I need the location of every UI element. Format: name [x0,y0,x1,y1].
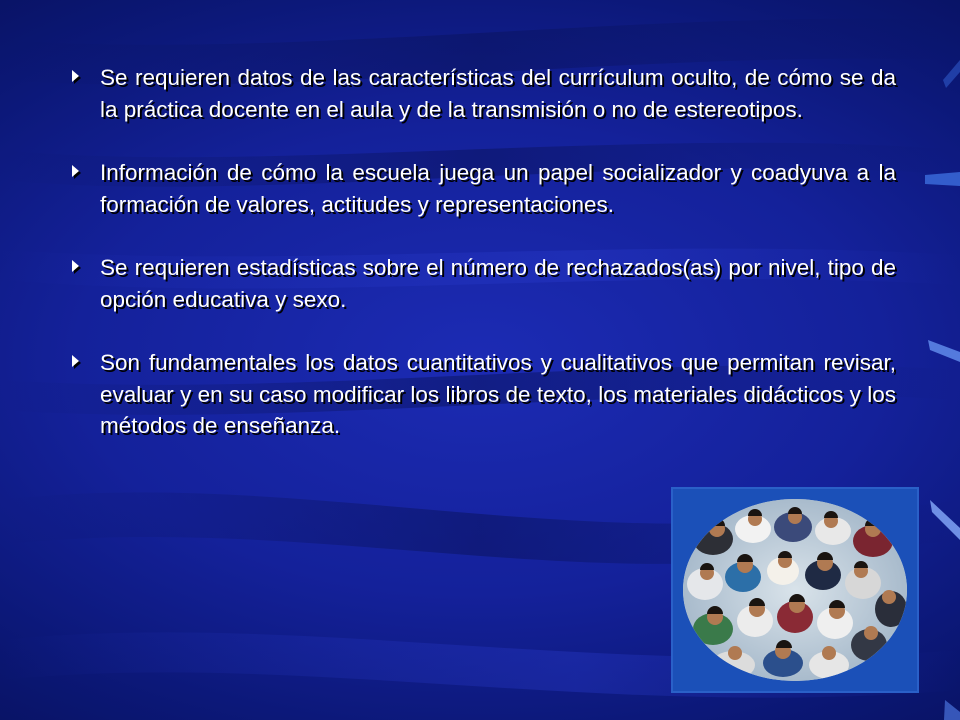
bullet-item [66,252,896,315]
bullet-text: Se requieren datos de las características del currículum oculto, de cómo se da la práctica docente en el aula y de la transmisión o no de estereotipos. [100,65,896,122]
bullet-item [66,347,896,442]
bullet-text: Son fundamentales los datos cuantitativos y cualitativos que permitan revisar, evaluar y en su caso modificar los libros de texto, los materiales didácticos y los métodos de enseñanza. [100,350,896,438]
bullet-item [66,62,896,125]
crowd-of-students-photo [683,499,907,681]
bullet-item [66,157,896,220]
bullet-text: Información de cómo la escuela juega un papel socializador y coadyuva a la formación de valores, actitudes y representaciones. [100,160,896,217]
bullet-list [66,62,896,474]
bullet-text: Se requieren estadísticas sobre el número de rechazados(as) por nivel, tipo de opción educativa y sexo. [100,255,896,312]
photo-frame [671,487,919,693]
triangle-bullet-icon [72,260,79,272]
triangle-bullet-icon [72,355,79,367]
triangle-bullet-icon [72,70,79,82]
triangle-bullet-icon [72,165,79,177]
